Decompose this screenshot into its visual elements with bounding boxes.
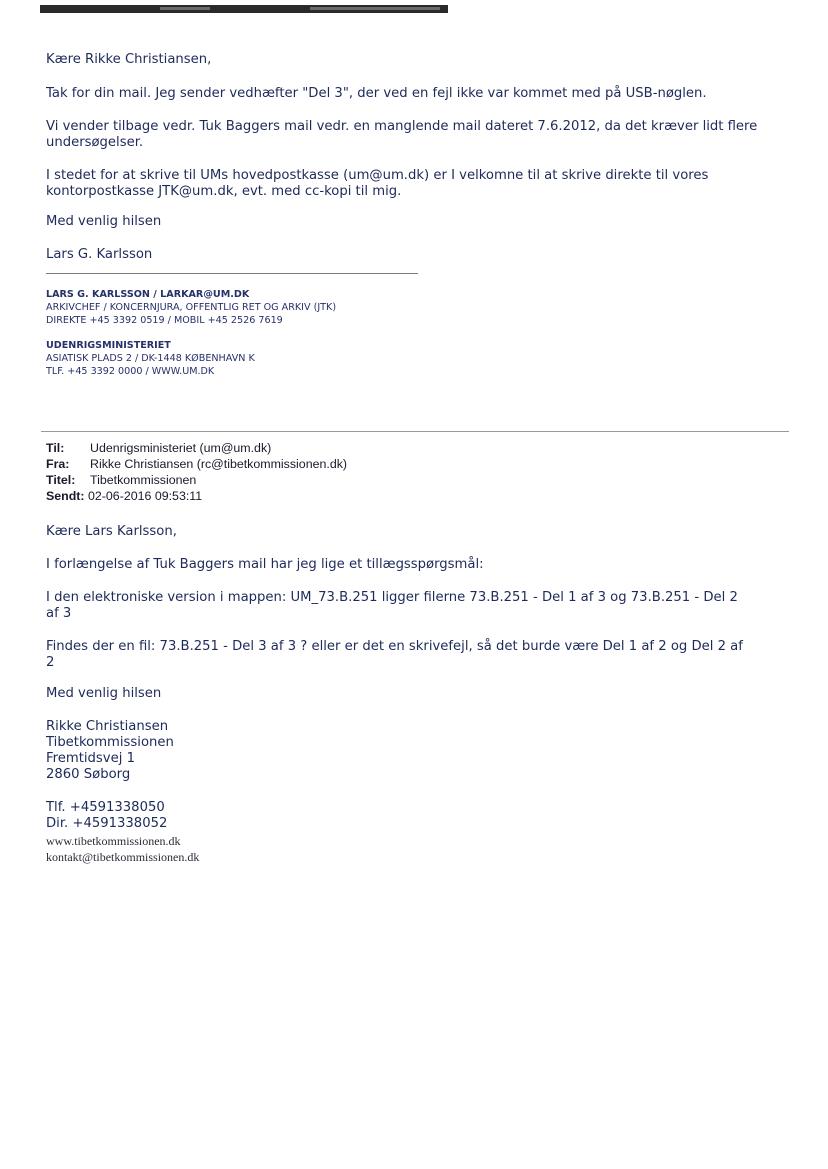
reply-paragraph-2-line-1: Vi vender tilbage vedr. Tuk Baggers mail vedr. en manglende mail dateret 7.6.2012, da det kræver lidt flere (46, 119, 758, 134)
signature-contact-line: TLF. +45 3392 0000 / WWW.UM.DK (46, 366, 215, 377)
reply-paragraph-3-line-2: kontorpostkasse JTK@um.dk, evt. med cc-kopi til mig. (46, 184, 402, 199)
original-sender-organization: Tibetkommissionen (46, 735, 174, 750)
original-sender-phone: Tlf. +4591338050 (46, 800, 165, 815)
header-sent-row (46, 489, 202, 504)
original-greeting: Kære Lars Karlsson, (46, 524, 177, 539)
top-redaction-bar (40, 5, 448, 13)
signature-address-line: ASIATISK PLADS 2 / DK-1448 KØBENHAVN K (46, 353, 255, 364)
header-subject-row (46, 473, 196, 488)
header-to-value: Udenrigsministeriet (um@um.dk) (90, 441, 272, 455)
header-from-value: Rikke Christiansen (rc@tibetkommissionen.dk) (90, 457, 348, 471)
original-paragraph-2-line-1: I den elektroniske version i mappen: UM_73.B.251 ligger filerne 73.B.251 - Del 1 af 3 og 73.B.251 - Del 2 (46, 590, 738, 605)
signature-name-line: LARS G. KARLSSON / LARKAR@UM.DK (46, 289, 250, 300)
signature-divider (46, 273, 418, 274)
original-sender-website: www.tibetkommissionen.dk (46, 834, 181, 848)
header-from-label: Fra: (46, 457, 70, 471)
quoted-message-divider (41, 431, 789, 432)
original-sender-name: Rikke Christiansen (46, 719, 169, 734)
original-paragraph-1: I forlængelse af Tuk Baggers mail har jeg lige et tillægsspørgsmål: (46, 557, 484, 572)
original-sender-email: kontakt@tibetkommissionen.dk (46, 850, 200, 864)
reply-closing: Med venlig hilsen (46, 214, 162, 229)
original-sender-city: 2860 Søborg (46, 767, 131, 782)
header-subject-label: Titel: (46, 473, 76, 487)
signature-organization: UDENRIGSMINISTERIET (46, 340, 171, 351)
header-sent-value: 02-06-2016 09:53:11 (88, 489, 203, 503)
reply-greeting: Kære Rikke Christiansen, (46, 52, 212, 67)
original-paragraph-3-line-1: Findes der en fil: 73.B.251 - Del 3 af 3 ? eller er det en skrivefejl, så det burde være Del 1 af 2 og Del 2 af (46, 639, 743, 654)
header-to-row (46, 441, 271, 456)
header-to-label: Til: (46, 441, 65, 455)
reply-paragraph-1: Tak for din mail. Jeg sender vedhæfter "Del 3", der ved en fejl ikke var kommet med på USB-nøglen. (46, 86, 707, 101)
header-sent-label: Sendt: (46, 489, 85, 503)
reply-sender-name: Lars G. Karlsson (46, 247, 153, 262)
original-sender-street: Fremtidsvej 1 (46, 751, 135, 766)
signature-phone-line: DIREKTE +45 3392 0519 / MOBIL +45 2526 7619 (46, 315, 283, 326)
original-paragraph-2-line-2: af 3 (46, 606, 72, 621)
original-closing: Med venlig hilsen (46, 686, 162, 701)
original-sender-direct-phone: Dir. +4591338052 (46, 816, 168, 831)
header-from-row (46, 457, 347, 472)
reply-paragraph-3-line-1: I stedet for at skrive til UMs hovedpostkasse (um@um.dk) er I velkomne til at skrive direkte til vores (46, 168, 709, 183)
signature-title-line: ARKIVCHEF / KONCERNJURA, OFFENTLIG RET OG ARKIV (JTK) (46, 302, 337, 313)
reply-paragraph-2-line-2: undersøgelser. (46, 135, 144, 150)
original-paragraph-3-line-2: 2 (46, 655, 55, 670)
header-subject-value: Tibetkommissionen (90, 473, 197, 487)
